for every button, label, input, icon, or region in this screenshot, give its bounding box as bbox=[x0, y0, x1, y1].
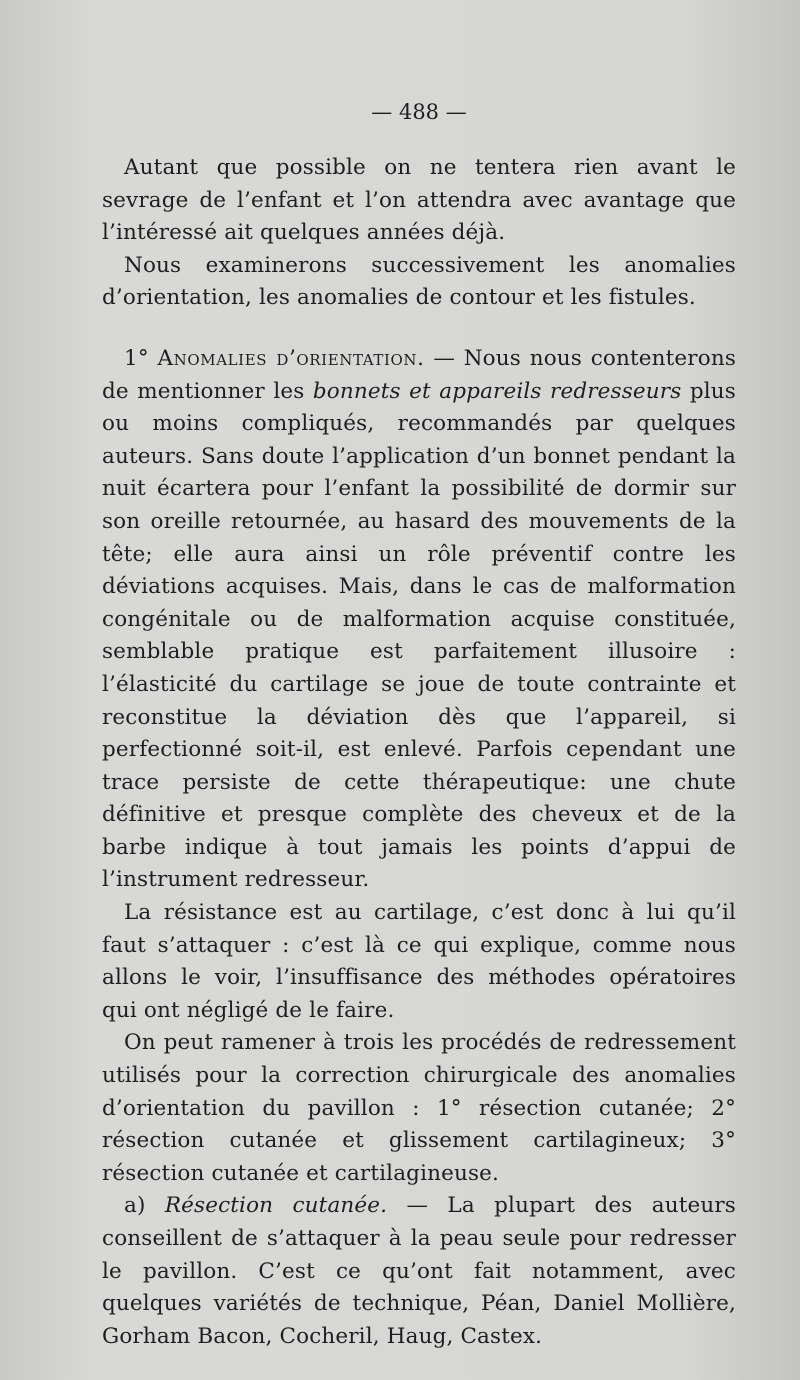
italic-term: bonnets et appareils redresseurs bbox=[312, 378, 682, 404]
paragraph-text: plus ou moins compliqués, recommandés par quelques auteurs. Sans doute l’application d’un bonnet pendant la nuit écartera pour l’enfant la possibilité de dormir sur son oreille retournée, au hasard des mouvements de la tête; elle aura ainsi un rôle préventif contre les déviations acquises. Mais, dans le cas de malformation congénitale ou de malformation acquise constituée, semblable pratique est parfaitement illusoire : l’élasticité du cartilage se joue de toute contrainte et reconstitue la déviation dès que l’appareil, si perfectionné soit-il, est enlevé. Parfois cependant une trace persiste de cette thérapeutique: une chute définitive et presque complète des cheveux et de la barbe indique à tout jamais les points d’appui de l’instrument redresseur. bbox=[102, 378, 736, 893]
paragraph-anomalies-orientation bbox=[102, 343, 736, 897]
paragraph-1: Autant que possible on ne tentera rien avant le sevrage de l’enfant et l’on attendra avec avantage que l’intéressé ait quelques années déjà. bbox=[102, 155, 736, 246]
book-page bbox=[102, 100, 736, 1353]
paragraph-resection-cutanee bbox=[102, 1190, 736, 1353]
section-heading: Anomalies d’orientation. bbox=[157, 345, 425, 371]
paragraph-text: — Nous nous contenterons de mentionner les bbox=[102, 345, 737, 404]
paragraph-procedes: On peut ramener à trois les procédés de redressement utilisés pour la correction chirurgicale des anomalies d’orientation du pavillon : 1° résection cutanée; 2° résection cutanée et glissement cartilagineux; 3° résection cutanée et cartilagineuse. bbox=[102, 1030, 736, 1186]
paragraph-cartilage: La résistance est au cartilage, c’est donc à lui qu’il faut s’attaquer : c’est là ce qui explique, comme nous allons le voir, l’insuffisance des méthodes opératoires qui ont négligé de le faire. bbox=[102, 900, 736, 1023]
section-number: 1° bbox=[124, 345, 158, 371]
paragraph-2: Nous examinerons successivement les anomalies d’orientation, les anomalies de contour et les fistules. bbox=[102, 252, 736, 311]
subsection-letter: a) bbox=[124, 1193, 165, 1219]
paragraph-text: — La plupart des auteurs conseillent de s’attaquer à la peau seule pour redresser le pavillon. C’est ce qu’ont fait notamment, avec quelques variétés de technique, Péan, Daniel Mollière, Gorham Bacon, Cocheril, Haug, Castex. bbox=[102, 1193, 736, 1349]
subsection-heading: Résection cutanée. bbox=[164, 1193, 388, 1219]
page-number: — 488 — bbox=[371, 100, 467, 124]
